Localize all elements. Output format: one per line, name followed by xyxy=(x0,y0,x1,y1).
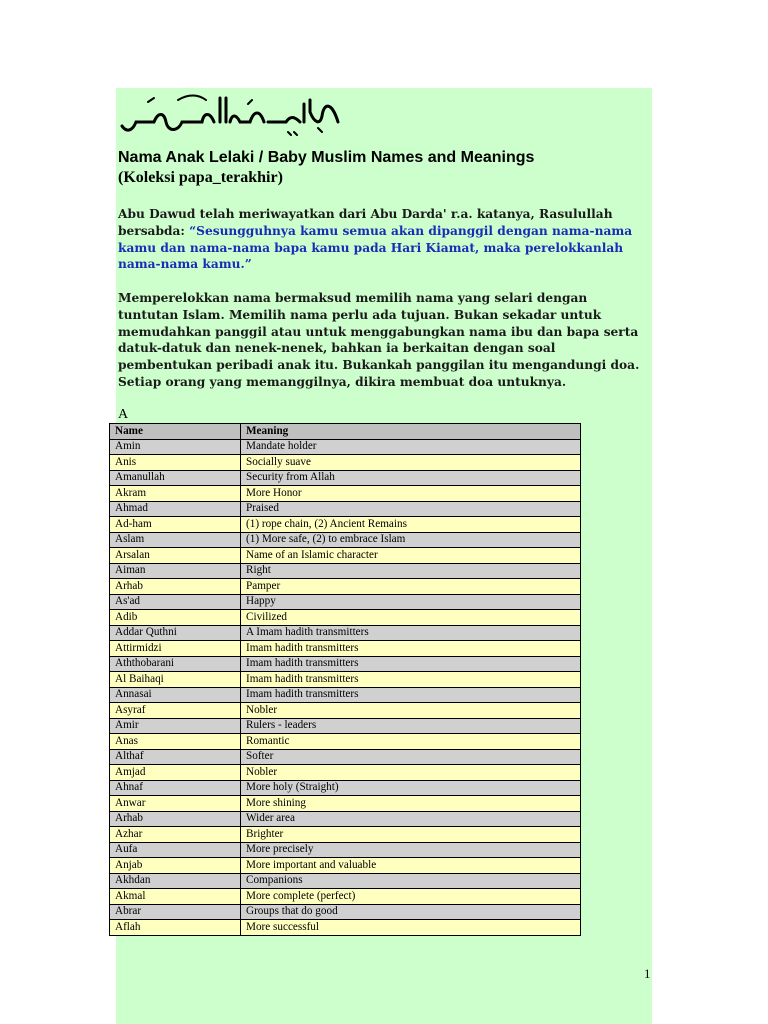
name-cell: Annasai xyxy=(110,687,241,703)
name-cell: Addar Quthni xyxy=(110,625,241,641)
table-row xyxy=(110,486,581,502)
hadith-quote: “Sesungguhnya kamu semua akan dipanggil dengan nama-nama kamu dan nama-nama bapa kamu pada Hari Kiamat, maka perelokkanlah nama-nama kamu.” xyxy=(118,223,633,272)
table-row xyxy=(110,625,581,641)
name-cell: Aiman xyxy=(110,563,241,579)
meaning-cell: Mandate holder xyxy=(241,439,581,455)
table-row xyxy=(110,718,581,734)
name-cell: Attirmidzi xyxy=(110,641,241,657)
meaning-cell: Imam hadith transmitters xyxy=(241,656,581,672)
name-cell: Amin xyxy=(110,439,241,455)
table-row xyxy=(110,780,581,796)
meaning-cell: Wider area xyxy=(241,811,581,827)
table-row xyxy=(110,439,581,455)
name-cell: Arhab xyxy=(110,579,241,595)
meaning-cell: Imam hadith transmitters xyxy=(241,687,581,703)
table-row xyxy=(110,842,581,858)
table-row xyxy=(110,501,581,517)
meaning-cell: A Imam hadith transmitters xyxy=(241,625,581,641)
explanation-paragraph: Memperelokkan nama bermaksud memilih nama yang selari dengan tuntutan Islam. Memilih nama perlu ada tujuan. Bukan sekadar untuk memudahkan panggil atau untuk menggabungkan nama ibu dan bapa serta datuk-datuk dan nenek-nenek, bahkan ia berkaitan dengan soal pembentukan peribadi anak itu. Bukankah panggilan itu mengandungi doa. Setiap orang yang memanggilnya, dikira membuat doa untuknya. xyxy=(118,291,640,389)
meaning-cell: Brighter xyxy=(241,827,581,843)
bismillah-calligraphy xyxy=(118,92,344,138)
column-header-name: Name xyxy=(110,424,241,440)
page-subtitle: (Koleksi papa_terakhir) xyxy=(118,169,283,186)
table-row xyxy=(110,563,581,579)
name-cell: Asyraf xyxy=(110,703,241,719)
table-row xyxy=(110,703,581,719)
meaning-cell: More Honor xyxy=(241,486,581,502)
meaning-cell: (1) rope chain, (2) Ancient Remains xyxy=(241,517,581,533)
intro-paragraph xyxy=(118,206,648,273)
table-row xyxy=(110,904,581,920)
meaning-cell: Happy xyxy=(241,594,581,610)
table-row xyxy=(110,517,581,533)
name-cell: Anwar xyxy=(110,796,241,812)
name-cell: Aththobarani xyxy=(110,656,241,672)
page-number: 1 xyxy=(644,966,651,981)
meaning-cell: More successful xyxy=(241,920,581,936)
name-cell: Abrar xyxy=(110,904,241,920)
name-cell: Ahnaf xyxy=(110,780,241,796)
name-cell: Ahmad xyxy=(110,501,241,517)
meaning-cell: Imam hadith transmitters xyxy=(241,641,581,657)
name-cell: Ad-ham xyxy=(110,517,241,533)
name-cell: As'ad xyxy=(110,594,241,610)
meaning-cell: More shining xyxy=(241,796,581,812)
meaning-cell: Right xyxy=(241,563,581,579)
meaning-cell: Romantic xyxy=(241,734,581,750)
table-row xyxy=(110,641,581,657)
table-row xyxy=(110,656,581,672)
name-cell: Adib xyxy=(110,610,241,626)
meaning-cell: Nobler xyxy=(241,703,581,719)
meaning-cell: Imam hadith transmitters xyxy=(241,672,581,688)
meaning-cell: Civilized xyxy=(241,610,581,626)
meaning-cell: (1) More safe, (2) to embrace Islam xyxy=(241,532,581,548)
meaning-cell: Security from Allah xyxy=(241,470,581,486)
table-row xyxy=(110,827,581,843)
meaning-cell: Nobler xyxy=(241,765,581,781)
table-header-row xyxy=(110,424,581,440)
name-cell: Althaf xyxy=(110,749,241,765)
meaning-cell: More complete (perfect) xyxy=(241,889,581,905)
table-row xyxy=(110,811,581,827)
table-row xyxy=(110,455,581,471)
name-cell: Azhar xyxy=(110,827,241,843)
name-cell: Anis xyxy=(110,455,241,471)
table-row xyxy=(110,873,581,889)
name-cell: Arsalan xyxy=(110,548,241,564)
name-cell: Anjab xyxy=(110,858,241,874)
section-letter-heading: A xyxy=(118,407,129,422)
name-cell: Aflah xyxy=(110,920,241,936)
name-cell: Amjad xyxy=(110,765,241,781)
table-row xyxy=(110,765,581,781)
names-table-body xyxy=(110,439,581,935)
table-row xyxy=(110,548,581,564)
name-cell: Aufa xyxy=(110,842,241,858)
table-row xyxy=(110,749,581,765)
table-row xyxy=(110,796,581,812)
page-title: Nama Anak Lelaki / Baby Muslim Names and Meanings xyxy=(118,149,535,166)
name-cell: Al Baihaqi xyxy=(110,672,241,688)
name-cell: Amanullah xyxy=(110,470,241,486)
table-row xyxy=(110,610,581,626)
name-cell: Akram xyxy=(110,486,241,502)
table-row xyxy=(110,858,581,874)
table-row xyxy=(110,687,581,703)
table-row xyxy=(110,889,581,905)
table-row xyxy=(110,470,581,486)
name-cell: Arhab xyxy=(110,811,241,827)
meaning-cell: More holy (Straight) xyxy=(241,780,581,796)
meaning-cell: Name of an Islamic character xyxy=(241,548,581,564)
meaning-cell: Companions xyxy=(241,873,581,889)
table-row xyxy=(110,734,581,750)
meaning-cell: More precisely xyxy=(241,842,581,858)
table-row xyxy=(110,594,581,610)
name-cell: Akmal xyxy=(110,889,241,905)
meaning-cell: Softer xyxy=(241,749,581,765)
meaning-cell: Socially suave xyxy=(241,455,581,471)
meaning-cell: Groups that do good xyxy=(241,904,581,920)
name-cell: Akhdan xyxy=(110,873,241,889)
table-row xyxy=(110,579,581,595)
name-cell: Anas xyxy=(110,734,241,750)
meaning-cell: More important and valuable xyxy=(241,858,581,874)
meaning-cell: Rulers - leaders xyxy=(241,718,581,734)
name-cell: Aslam xyxy=(110,532,241,548)
name-cell: Amir xyxy=(110,718,241,734)
names-table xyxy=(109,423,581,936)
intro-lead-text: Abu Dawud telah meriwayatkan dari Abu Darda' r.a. katanya, Rasulullah bersabda: xyxy=(118,207,613,238)
table-row xyxy=(110,920,581,936)
column-header-meaning: Meaning xyxy=(241,424,581,440)
table-row xyxy=(110,672,581,688)
meaning-cell: Pamper xyxy=(241,579,581,595)
table-row xyxy=(110,532,581,548)
meaning-cell: Praised xyxy=(241,501,581,517)
